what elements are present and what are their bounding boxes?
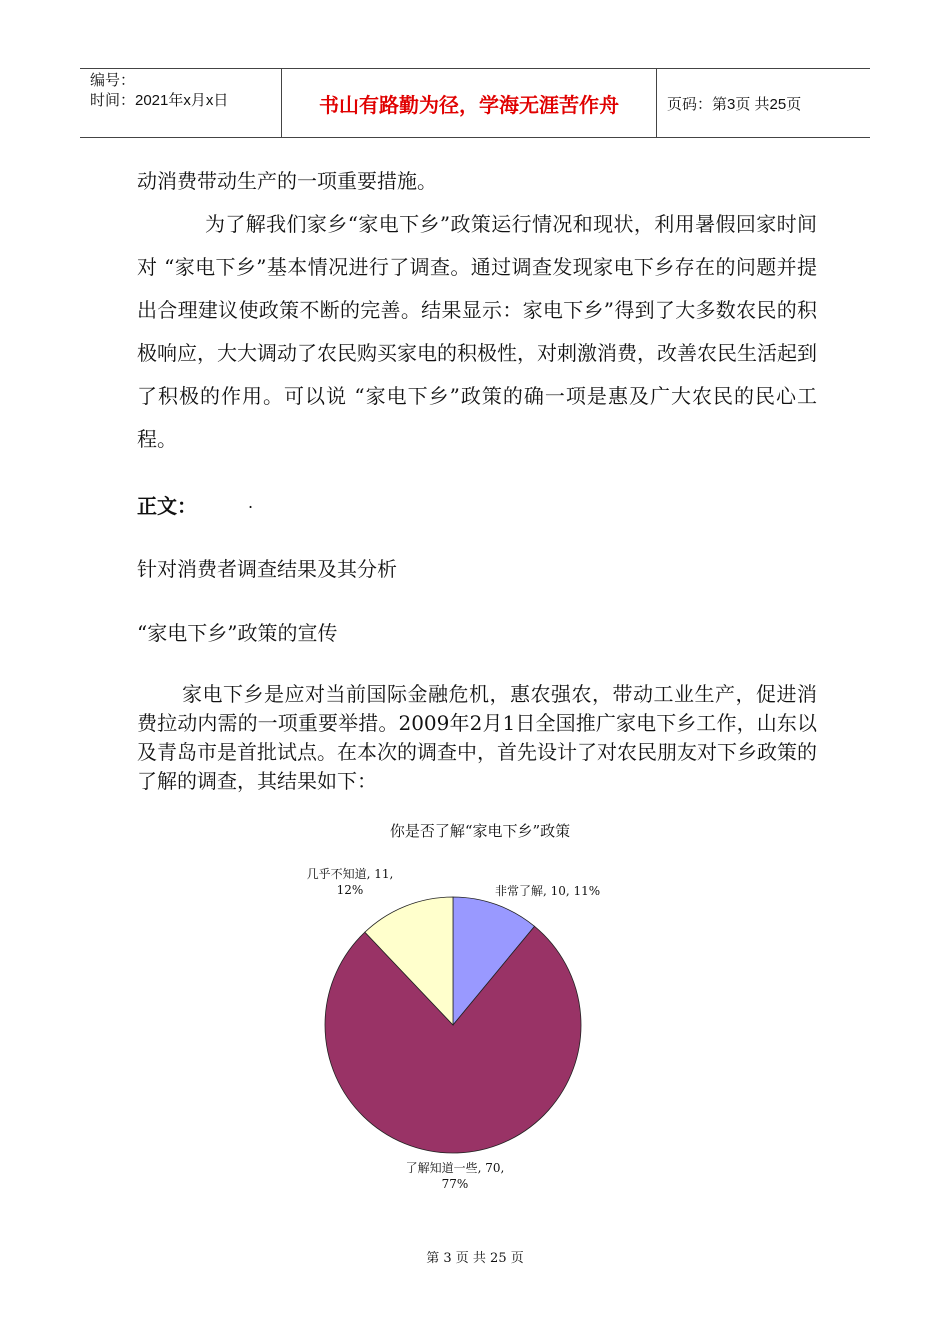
pie-chart xyxy=(280,810,680,1210)
chart-title: 你是否了解“家电下乡”政策 xyxy=(389,822,571,840)
header-meta xyxy=(80,69,282,137)
intro-line: 动消费带动生产的一项重要措施。 xyxy=(137,169,437,193)
number-label: 编号： xyxy=(90,72,136,89)
intro-paragraph: 为了解我们家乡“家电下乡”政策运行情况和现状，利用暑假回家时间对 “家电下乡”基本情况进行了调查。通过调查发现家电下乡存在的问题并提出合理建议使政策不断的完善。结果显示：家电下乡”得到了大多数农民的积极响应，大大调动了农民购买家电的积极性，对刺激消费，改善农民生活起到了积极的作用。可以说 “家电下乡”政策的确一项是惠及广大农民的民心工程。 xyxy=(137,212,817,451)
section-heading: 正文： xyxy=(137,494,197,518)
time-label: 时间：2021年x月x日 xyxy=(90,92,229,109)
header-page-info: 页码：第3页 共25页 xyxy=(667,95,802,113)
header-motto: 书山有路勤为径，学海无涯苦作舟 xyxy=(282,69,657,137)
page-footer: 第 3 页 共 25 页 xyxy=(426,1251,524,1266)
label-barely-know: 几乎不知道, 11, 12% xyxy=(306,867,394,897)
subheading-survey: 针对消费者调查结果及其分析 xyxy=(137,557,397,581)
label-very-familiar: 非常了解, 10, 11% xyxy=(495,884,601,898)
page-header xyxy=(80,68,870,138)
label-somewhat-know: 了解知道一些, 70, 77% xyxy=(405,1161,505,1191)
intro-text xyxy=(137,160,817,461)
heading-dot: . xyxy=(248,493,254,512)
body-paragraph: 家电下乡是应对当前国际金融危机，惠农强农，带动工业生产，促进消费拉动内需的一项重要举措。2009年2月1日全国推广家电下乡工作，山东以及青岛市是首批试点。在本次的调查中，首先设计了对农民朋友对下乡政策的了解的调查，其结果如下： xyxy=(137,682,817,793)
subheading-promotion: “家电下乡”政策的宣传 xyxy=(137,621,338,645)
